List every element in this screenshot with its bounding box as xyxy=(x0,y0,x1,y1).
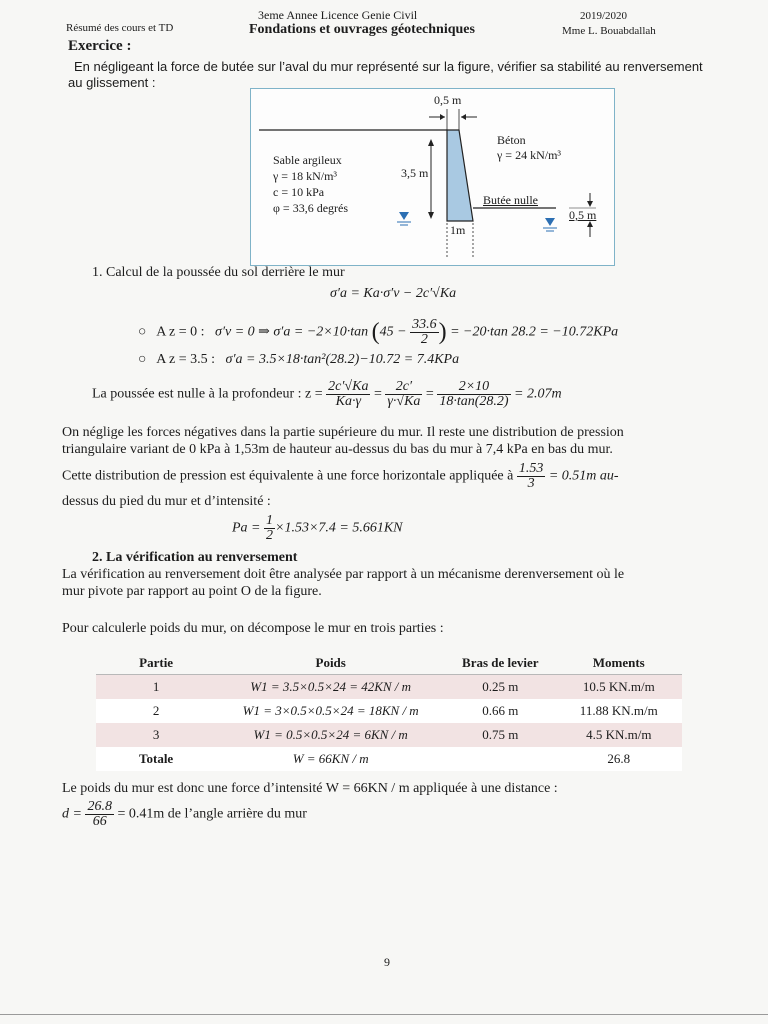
figure-butee: Butée nulle xyxy=(483,193,538,207)
active-force-result: Pa = $\frac{1}{2}$ ×1.53×7.4 = 5.661KN xyxy=(232,513,403,543)
table-header-row xyxy=(96,652,682,675)
para-equivalent-force-line2: dessus du pied du mur et d’intensité : xyxy=(62,494,271,509)
figure-beton: Béton xyxy=(497,133,526,147)
figure-soil-name: Sable argileux xyxy=(273,153,342,167)
figure-embed: 0,5 m xyxy=(569,208,597,222)
table-row: 3 W1 = 0.5×0.5×24 = 6KN / m 0.75 m 4.5 KN.m/m xyxy=(96,723,682,747)
para-negative-forces-line2: triangulaire variant de 0 kPa à 1,53m de hauteur au-dessus du bas du mur à 7,4 kPa en bas du mur. xyxy=(62,442,613,457)
table-header-moments: Moments xyxy=(556,652,683,675)
conclusion-line1: Le poids du mur est donc une force d’intensité W = 66KN / m appliquée à une distance : xyxy=(62,781,558,796)
header-year: 2019/2020 xyxy=(580,10,628,22)
zero-pressure-depth: La poussée est nulle à la profondeur : z = $\frac{2c'√Ka}{Ka\cdot\gamma}$ = $\frac{2c'}{\gamma\cdot√Ka}$ = $\frac{2\times 10}{18\cdot\tan(28.2)}$ = 2.07m xyxy=(92,379,562,409)
wall-section xyxy=(447,130,473,221)
exercise-title: Exercice : xyxy=(68,38,132,54)
figure-soil-phi: φ = 33,6 degrés xyxy=(273,201,349,215)
header-left: Résumé des cours et TD xyxy=(66,22,174,34)
header-course-title: Fondations et ouvrages géotechniques xyxy=(249,22,475,37)
header-course-level: 3eme Annee Licence Genie Civil xyxy=(258,8,418,22)
figure-soil-c: c = 10 kPa xyxy=(273,185,325,199)
bullet-icon: ○ xyxy=(138,324,147,340)
wall-weight-table xyxy=(96,652,682,771)
active-pressure-formula: σ′a = Ka·σ′v − 2c′√Ka xyxy=(330,286,457,301)
figure-base: 1m xyxy=(450,223,466,237)
section1-title: 1. Calcul de la poussée du sol derrière le mur xyxy=(92,265,345,280)
figure-beton-gamma: γ = 24 kN/m³ xyxy=(497,148,562,162)
para-negative-forces-line1: On néglige les forces négatives dans la partie supérieure du mur. Il reste une distribution de pression xyxy=(62,425,624,440)
section2-line2: mur pivote par rapport au point O de la figure. xyxy=(62,584,322,599)
figure-height: 3,5 m xyxy=(401,166,429,180)
retaining-wall-figure xyxy=(250,88,615,266)
table-header-poids: Poids xyxy=(216,652,445,675)
para-equivalent-force: Cette distribution de pression est équivalente à une force horizontale appliquée à $\frac{1.53}{3}$ = 0.51m au- xyxy=(62,461,619,491)
conclusion-distance: d = $\frac{26.8}{66}$ = 0.41m de l’angle arrière du mur xyxy=(62,799,307,829)
exercise-intro-line2: au glissement : xyxy=(68,75,156,90)
section2-line1: La vérification au renversement doit être analysée par rapport à un mécanisme derenversement où le xyxy=(62,567,625,582)
table-header-partie: Partie xyxy=(96,652,216,675)
table-row: 1 W1 = 3.5×0.5×24 = 42KN / m 0.25 m 10.5 KN.m/m xyxy=(96,675,682,700)
case-z0: ○ A z = 0 : σ′v = 0 ⇒ σ′a = −2×10·tan (45 − $\frac{33.6}{2}$ ) = −20·tan 28.2 = −10.72KPa xyxy=(138,317,619,347)
table-header-bras: Bras de levier xyxy=(445,652,555,675)
exercise-intro-line1: En négligeant la force de butée sur l’aval du mur représenté sur la figure, vérifier sa stabilité au renversement xyxy=(74,59,703,74)
page-number: 9 xyxy=(384,955,390,969)
fraction-phi-half: $\frac{33.6}{2}$ xyxy=(412,317,437,347)
header-author: Mme L. Bouabdallah xyxy=(562,25,656,37)
section2-line3: Pour calculerle poids du mur, on décompose le mur en trois parties : xyxy=(62,621,444,636)
figure-soil-gamma: γ = 18 kN/m³ xyxy=(273,169,338,183)
bottom-rule xyxy=(0,1014,768,1015)
water-table-left-icon xyxy=(399,212,409,220)
case-z35: ○ A z = 3.5 : σ′a = 3.5×18·tan²(28.2)−10.72 = 7.4KPa xyxy=(138,352,460,367)
water-table-right-icon xyxy=(545,218,555,226)
figure-top-width: 0,5 m xyxy=(434,93,462,107)
table-row: 2 W1 = 3×0.5×0.5×24 = 18KN / m 0.66 m 11.88 KN.m/m xyxy=(96,699,682,723)
bullet-icon: ○ xyxy=(138,352,147,367)
table-total-row: Totale W = 66KN / m 26.8 xyxy=(96,747,682,771)
section2-title: 2. La vérification au renversement xyxy=(92,550,298,565)
